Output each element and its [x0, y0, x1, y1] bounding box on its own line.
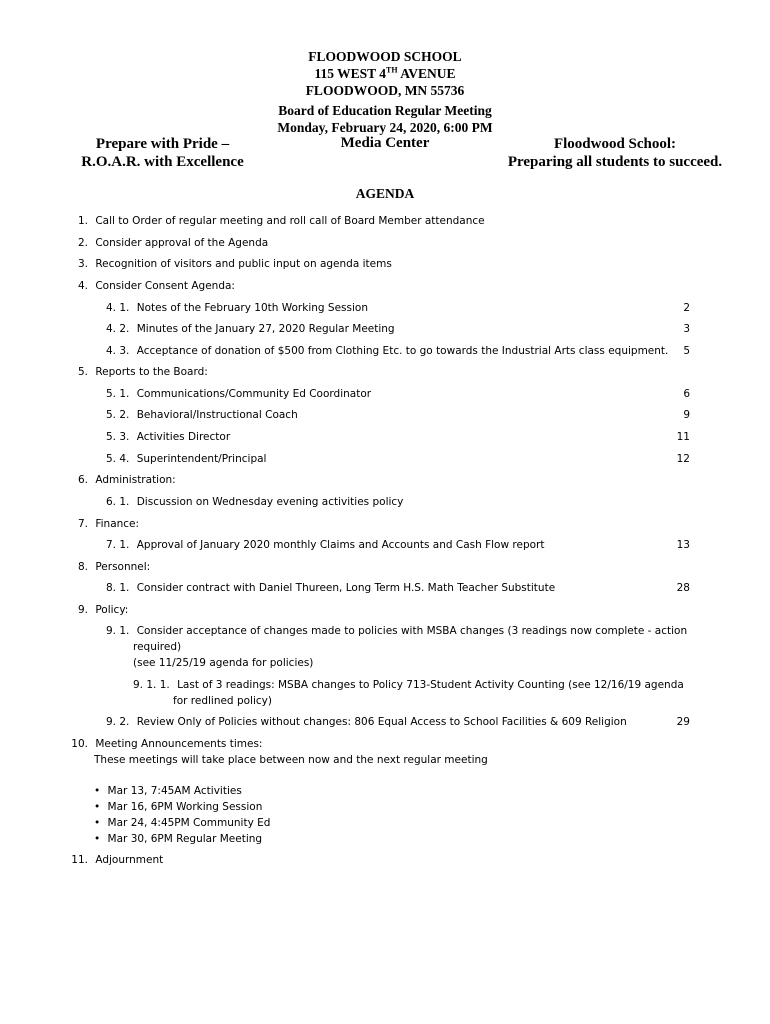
agenda-item-6: 6. Administration: — [77, 474, 176, 486]
agenda-item-11: 11. Adjournment — [71, 854, 164, 866]
agenda-item-7: 7. Finance: — [77, 518, 140, 530]
agenda-item-4-1: 4. 1. Notes of the February 10th Working Session — [106, 302, 368, 314]
agenda-item-4-3: 4. 3. Acceptance of donation of $500 from Clothing Etc. to go towards the Industrial Arts class equipment. — [106, 345, 669, 357]
page-number: 5 — [683, 345, 690, 357]
agenda-item-6-1: 6. 1. Discussion on Wednesday evening activities policy — [106, 496, 404, 508]
page-number: 13 — [676, 539, 690, 551]
agenda-item-9-1-line2: required) — [133, 641, 182, 653]
page-number: 3 — [683, 323, 690, 335]
meeting-title: Board of Education Regular Meeting — [278, 103, 492, 118]
agenda-item-4-2: 4. 2. Minutes of the January 27, 2020 Regular Meeting — [106, 323, 395, 335]
agenda-item-9-1: 9. 1. Consider acceptance of changes made to policies with MSBA changes (3 readings now complete - action — [106, 625, 688, 637]
agenda-item-9-1-1-line2: for redlined policy) — [173, 695, 272, 707]
agenda-item-4: 4. Consider Consent Agenda: — [77, 280, 235, 292]
page-number: 9 — [683, 409, 690, 421]
agenda-item-5-2: 5. 2. Behavioral/Instructional Coach — [106, 409, 298, 421]
agenda-item-10-line2: These meetings will take place between now and the next regular meeting — [94, 754, 488, 766]
meeting-date: Monday, February 24, 2020, 6:00 PM — [277, 120, 493, 135]
page-number: 6 — [683, 388, 690, 400]
left-motto: Prepare with Pride – R.O.A.R. with Excellence — [81, 136, 244, 170]
agenda-item-2: 2. Consider approval of the Agenda — [77, 237, 269, 249]
school-address: 115 WEST 4TH AVENUE — [314, 65, 456, 81]
agenda-item-9-1-1: 9. 1. 1. Last of 3 readings: MSBA changes to Policy 713-Student Activity Counting (see 12/16/19 agenda — [133, 679, 684, 691]
school-city: FLOODWOOD, MN 55736 — [305, 83, 465, 98]
agenda-item-9: 9. Policy: — [77, 604, 129, 616]
meeting-location: Media Center — [340, 135, 430, 151]
agenda-item-3: 3. Recognition of visitors and public input on agenda items — [77, 258, 392, 270]
list-item: • Mar 24, 4:45PM Community Ed — [94, 817, 271, 829]
agenda-item-7-1: 7. 1. Approval of January 2020 monthly Claims and Accounts and Cash Flow report — [106, 539, 545, 551]
list-item: • Mar 30, 6PM Regular Meeting — [94, 833, 263, 845]
agenda-item-5-4: 5. 4. Superintendent/Principal — [106, 453, 267, 465]
page-number: 12 — [676, 453, 690, 465]
page-number: 2 — [683, 302, 690, 314]
school-name: FLOODWOOD SCHOOL — [308, 49, 462, 64]
bullet-icon: • — [94, 817, 101, 829]
list-item: • Mar 16, 6PM Working Session — [94, 801, 263, 813]
page-number: 11 — [676, 431, 690, 443]
page-number: 29 — [676, 716, 690, 728]
agenda-item-5-3: 5. 3. Activities Director — [106, 431, 231, 443]
agenda-item-10: 10. Meeting Announcements times: — [71, 738, 263, 750]
bullet-icon: • — [94, 833, 101, 845]
agenda-title: AGENDA — [355, 186, 415, 201]
page-number: 28 — [676, 582, 690, 594]
bullet-icon: • — [94, 785, 101, 797]
bullet-icon: • — [94, 801, 101, 813]
agenda-item-5: 5. Reports to the Board: — [77, 366, 208, 378]
agenda-item-9-1-line3: (see 11/25/19 agenda for policies) — [133, 657, 314, 669]
list-item: • Mar 13, 7:45AM Activities — [94, 785, 242, 797]
agenda-item-8-1: 8. 1. Consider contract with Daniel Thureen, Long Term H.S. Math Teacher Substitute — [106, 582, 556, 594]
right-motto: Floodwood School: Preparing all students to succeed. — [507, 136, 723, 170]
agenda-item-5-1: 5. 1. Communications/Community Ed Coordinator — [106, 388, 372, 400]
agenda-item-9-2: 9. 2. Review Only of Policies without changes: 806 Equal Access to School Facilities & 609 Religion — [106, 716, 627, 728]
agenda-item-1: 1. Call to Order of regular meeting and roll call of Board Member attendance — [77, 215, 485, 227]
agenda-item-8: 8. Personnel: — [77, 561, 151, 573]
